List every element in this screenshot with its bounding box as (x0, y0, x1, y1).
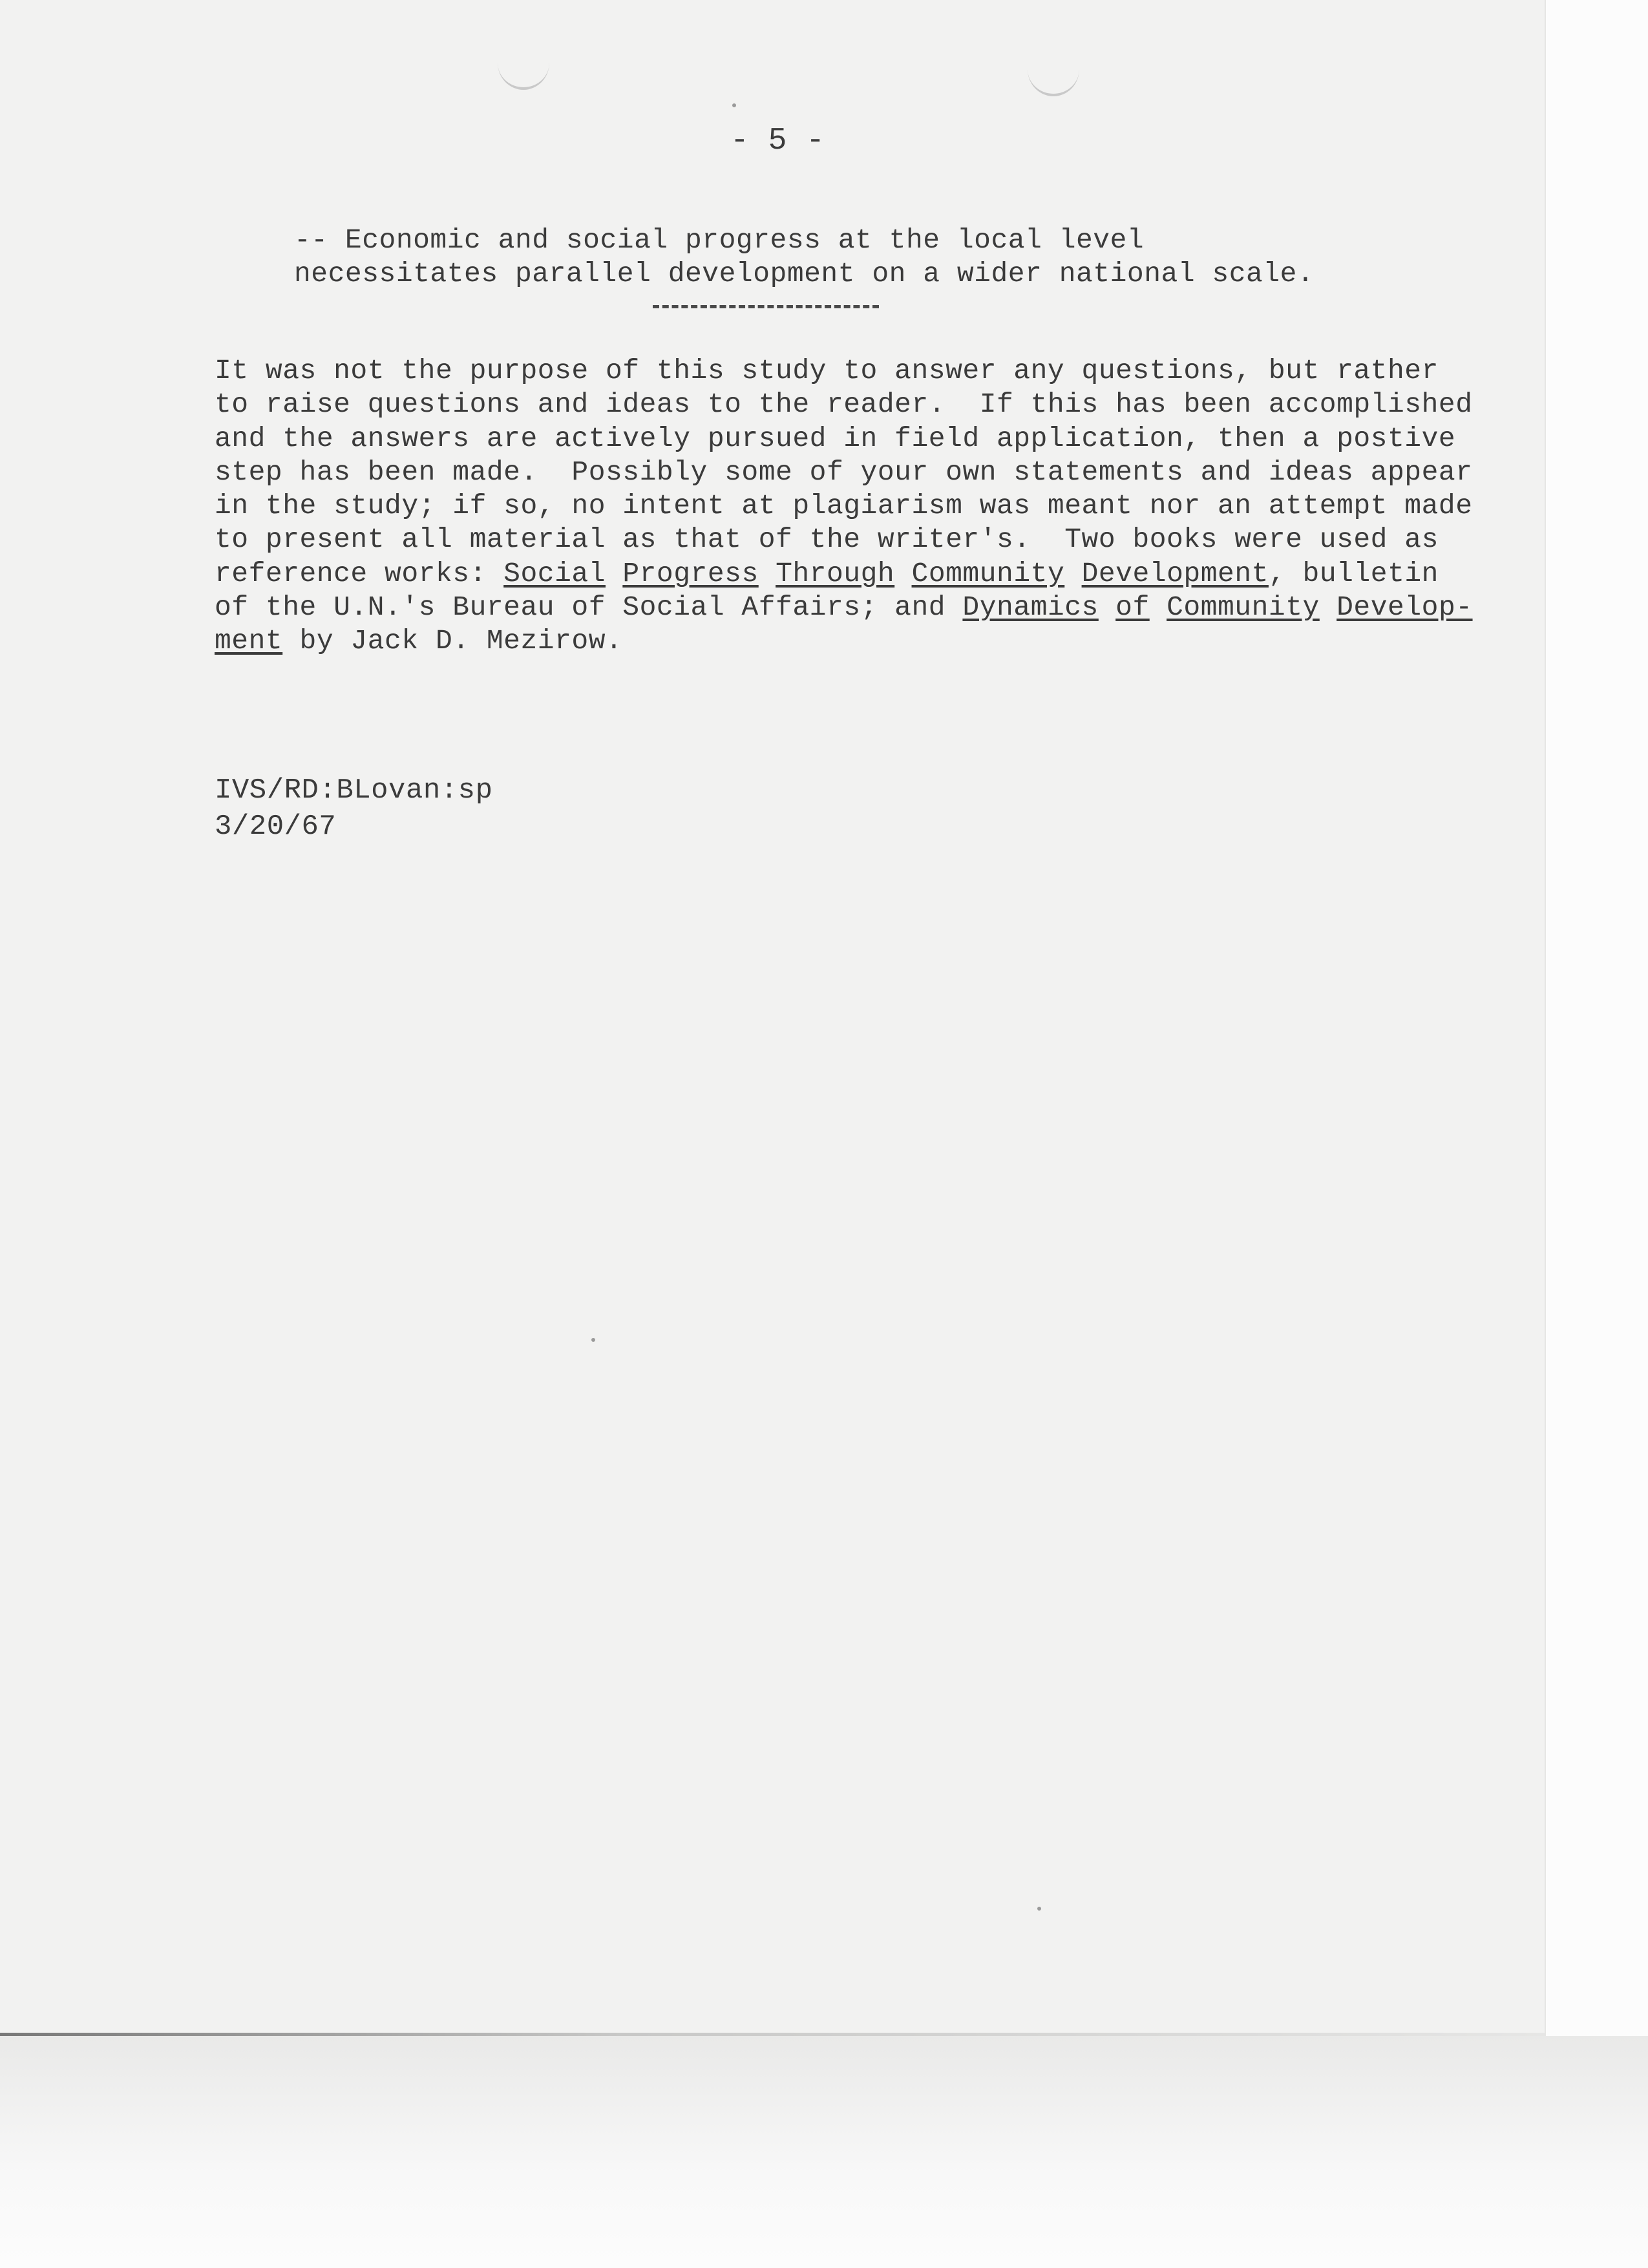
book-title-word: ment (215, 625, 283, 657)
speck (1037, 1907, 1041, 1911)
paragraph-line: It was not the purpose of this study to answer any questions, but rather (215, 355, 1439, 387)
punch-hole-left (498, 36, 549, 90)
book-title-word: Dynamics (962, 591, 1099, 624)
page-number: - 5 - (730, 123, 825, 158)
punch-hole-right (1028, 42, 1079, 96)
paragraph-line (215, 557, 1473, 591)
summary-line: necessitates parallel development on a wider national scale. (294, 258, 1315, 290)
paragraph-line: in the study; if so, no intent at plagiarism was meant nor an attempt made (215, 490, 1473, 522)
paragraph-line: to present all material as that of the writer's. Two books were used as (215, 524, 1439, 556)
line-suffix: by Jack D. Mezirow. (282, 625, 623, 657)
book-title-word: Social (503, 557, 606, 589)
summary-line: -- Economic and social progress at the local level (294, 224, 1145, 256)
book-title-word: of (1115, 591, 1150, 624)
reference-block (215, 772, 492, 845)
book-title-word: Progress (622, 557, 759, 589)
paragraph-line: step has been made. Possibly some of your own statements and ideas appear (215, 456, 1473, 488)
paragraph-line (215, 591, 1473, 624)
book-title-word: Community (911, 557, 1065, 589)
line-prefix: reference works: (215, 557, 504, 589)
line-suffix: , bulletin (1268, 557, 1439, 589)
book-title-word: Develop- (1336, 591, 1473, 624)
scanner-margin (1545, 0, 1648, 2268)
book-title-word: Development (1081, 557, 1269, 589)
line-prefix: of the U.N.'s Bureau of Social Affairs; and (215, 591, 963, 624)
reference-code: IVS/RD:BLovan:sp (215, 774, 493, 807)
paragraph-line: and the answers are actively pursued in field application, then a postive (215, 422, 1456, 454)
paragraph-line: to raise questions and ideas to the reader. If this has been accomplished (215, 388, 1473, 421)
body-paragraph (215, 354, 1473, 659)
paragraph-line (215, 624, 1473, 658)
summary-block (294, 224, 1314, 291)
book-title-word: Community (1167, 591, 1320, 624)
dashed-divider (653, 305, 879, 308)
document-date: 3/20/67 (215, 811, 337, 843)
book-title-word: Through (776, 557, 895, 589)
scanner-bed (0, 2036, 1648, 2268)
speck (732, 103, 736, 107)
speck (591, 1338, 595, 1342)
